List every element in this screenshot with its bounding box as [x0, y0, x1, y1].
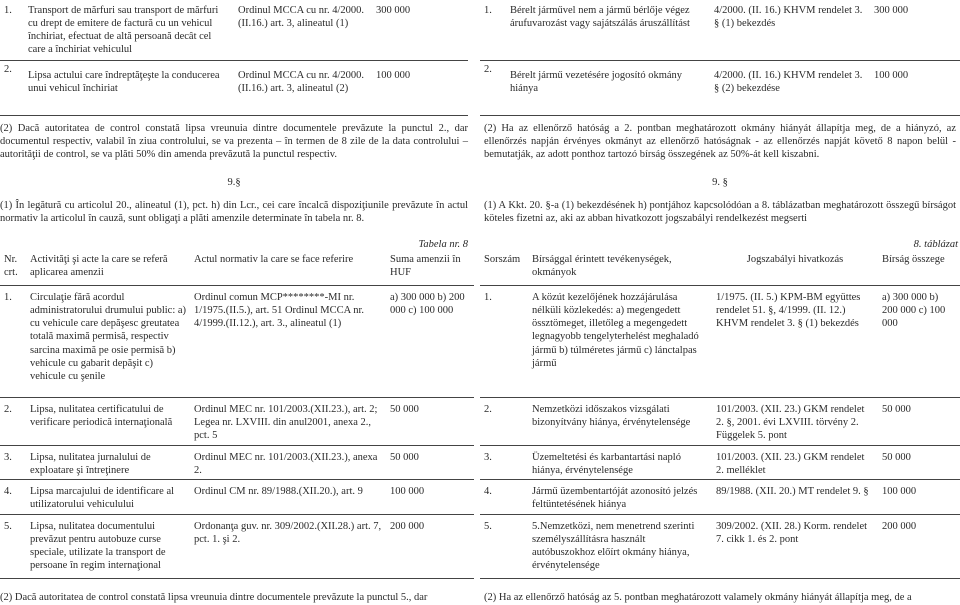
table-row: [0, 61, 468, 116]
activity-cell: Lipsa actului care îndreptăţeşte la conducerea unui vehicul închiriat: [24, 61, 234, 116]
row-number: 1.: [0, 286, 26, 398]
law-cell: Ordonanţa guv. nr. 309/2002.(XII.28.) art. 7, pct. 1. şi 2.: [190, 514, 386, 578]
activity-cell: Üzemeltetési és karbantartási napló hiánya, érvénytelensége: [528, 446, 712, 480]
table-row: [480, 61, 960, 116]
left-main-table: [0, 251, 474, 579]
header-activity: Activităţi şi acte la care se referă aplicarea amenzii: [26, 251, 190, 286]
table-row: [0, 286, 474, 398]
amount-cell: a) 300 000 b) 200 000 c) 100 000: [878, 286, 960, 398]
amount-cell: 100 000: [878, 480, 960, 514]
law-cell: Ordinul MCCA cu nr. 4/2000. (II.16.) art. 3, alineatul (1): [234, 2, 372, 61]
law-cell: 89/1988. (XII. 20.) MT rendelet 9. §: [712, 480, 878, 514]
row-number: 1.: [0, 2, 24, 61]
law-cell: 101/2003. (XII. 23.) GKM rendelet 2. melléklet: [712, 446, 878, 480]
header-number: Sorszám: [480, 251, 528, 286]
table-row: [0, 446, 474, 480]
left-section-number: 9.§: [227, 177, 241, 188]
amount-cell: 300 000: [372, 2, 468, 61]
right-top-table: [480, 2, 960, 116]
row-number: 3.: [480, 446, 528, 480]
law-cell: Ordinul CM nr. 89/1988.(XII.20.), art. 9: [190, 480, 386, 514]
activity-cell: 5.Nemzetközi, nem menetrend szerinti személyszállításra használt autóbuszokhoz előírt okmány hiánya, érvénytelensége: [528, 514, 712, 578]
header-activity: Bírsággal érintett tevékenységek, okmányok: [528, 251, 712, 286]
table-row: [480, 480, 960, 514]
header-amount: Bírság összege: [878, 251, 960, 286]
table-row: [480, 446, 960, 480]
table-header-row: [0, 251, 474, 286]
left-footer-text: (2) Dacă autoritatea de control constată lipsa vreunuia dintre documentele prevăzute la punctul 5., dar: [0, 592, 428, 603]
row-number: 3.: [0, 446, 26, 480]
header-law: Actul normativ la care se face referire: [190, 251, 386, 286]
law-cell: Ordinul comun MCP********-MI nr. 1/1975.(II.5.), art. 51 Ordinul MCCA nr. 4/1999.(II.12.), art. 3., alineatul (1): [190, 286, 386, 398]
table-row: [0, 398, 474, 446]
table-row: [0, 480, 474, 514]
right-paragraph-1: (1) A Kkt. 20. §-a (1) bekezdésének h) pontjához kapcsolódóan a 8. táblázatban meghatározott összegű bírságot köteles fizetni az, aki az abban hivatkozott jogszabályi rendelkezést megserti: [484, 200, 956, 225]
amount-cell: 50 000: [878, 398, 960, 446]
activity-cell: Bérelt jármű vezetésére jogosító okmány hiánya: [506, 61, 710, 116]
right-main-table: [480, 251, 960, 579]
table-row: [480, 2, 960, 61]
activity-cell: Lipsa, nulitatea documentului prevăzut pentru autobuze curse speciale, utilizate la transport de persoane în regim internaţional: [26, 514, 190, 578]
left-table-label: Tabela nr. 8: [418, 239, 468, 250]
law-cell: Ordinul MEC nr. 101/2003.(XII.23.), art. 2; Legea nr. LXVIII. din anul2001, anexa 2., pct. 5: [190, 398, 386, 446]
amount-cell: 50 000: [386, 446, 474, 480]
row-number: 2.: [0, 61, 24, 116]
header-law: Jogszabályi hivatkozás: [712, 251, 878, 286]
row-number: 2.: [480, 398, 528, 446]
row-number: 5.: [0, 514, 26, 578]
table-row: [0, 2, 468, 61]
header-amount: Suma amenzii în HUF: [386, 251, 474, 286]
row-number: 1.: [480, 2, 506, 61]
activity-cell: Lipsa, nulitatea jurnalului de exploatare şi întreţinere: [26, 446, 190, 480]
activity-cell: Nemzetközi időszakos vizsgálati bizonyítvány hiánya, érvénytelensége: [528, 398, 712, 446]
activity-cell: Lipsa, nulitatea certificatului de verificare periodică internaţională: [26, 398, 190, 446]
row-number: 2.: [0, 398, 26, 446]
amount-cell: a) 300 000 b) 200 000 c) 100 000: [386, 286, 474, 398]
activity-cell: A közút kezelőjének hozzájárulása nélküli közlekedés: a) megengedett össztömeget, illetőleg a megengedett legnagyobb tengelyterhelést meghaladó jármű b) túlméretes jármű c) lánctalpas jármű: [528, 286, 712, 398]
amount-cell: 200 000: [386, 514, 474, 578]
table-row: [480, 398, 960, 446]
amount-cell: 300 000: [870, 2, 960, 61]
law-cell: 309/2002. (XII. 28.) Korm. rendelet 7. cikk 1. és 2. pont: [712, 514, 878, 578]
left-paragraph-1: (1) În legătură cu articolul 20., alineatul (1), pct. h) din Lcr., cei care încalcă dispoziţiunile prevăzute în actul normativ la articolul în cauză, sunt obligaţi a plăti amenzile determinate în tabela nr. 8.: [0, 200, 468, 225]
right-section-number: 9. §: [712, 177, 728, 188]
left-paragraph-2: (2) Dacă autoritatea de control constată lipsa vreunuia dintre documentele prevăzute la punctul 2., dar documentul respectiv, valabil în ziua controlului, se va prezenta – în termen de 8 zile de la data controlului – autorităţii de control, se va plăti 50% din amenda prevăzută la punctul respectiv.: [0, 123, 468, 161]
table-row: [480, 286, 960, 398]
activity-cell: Transport de mărfuri sau transport de mărfuri cu drept de emitere de factură cu un vehicul închiriat, efectuat de altă persoană decât cel care a închiriat vehiculul: [24, 2, 234, 61]
law-cell: 101/2003. (XII. 23.) GKM rendelet 2. §, 2001. évi LXVIII. törvény 2. Függelek 5. pont: [712, 398, 878, 446]
row-number: 5.: [480, 514, 528, 578]
right-footer-text: (2) Ha az ellenőrző hatóság az 5. pontban meghatározott valamely okmány hiányát állapítja meg, de a: [484, 592, 912, 603]
amount-cell: 50 000: [878, 446, 960, 480]
amount-cell: 200 000: [878, 514, 960, 578]
row-number: 2.: [480, 61, 506, 116]
amount-cell: 50 000: [386, 398, 474, 446]
right-table-label: 8. táblázat: [913, 239, 958, 250]
amount-cell: 100 000: [870, 61, 960, 116]
row-number: 4.: [480, 480, 528, 514]
law-cell: Ordinul MEC nr. 101/2003.(XII.23.), anexa 2.: [190, 446, 386, 480]
amount-cell: 100 000: [372, 61, 468, 116]
activity-cell: Bérelt járművel nem a jármű bérlője végez árufuvarozást vagy sajátszálás áruszállítást: [506, 2, 710, 61]
law-cell: 4/2000. (II. 16.) KHVM rendelet 3. § (2) bekezdése: [710, 61, 870, 116]
law-cell: 1/1975. (II. 5.) KPM-BM együttes rendelet 51. §, 4/1999. (II. 12.) KHVM rendelet 3. § (1) bekezdés: [712, 286, 878, 398]
table-row: [480, 514, 960, 578]
table-header-row: [480, 251, 960, 286]
law-cell: 4/2000. (II. 16.) KHVM rendelet 3. § (1) bekezdés: [710, 2, 870, 61]
activity-cell: Lipsa marcajului de identificare al utilizatorului vehiculului: [26, 480, 190, 514]
table-row: [0, 514, 474, 578]
law-cell: Ordinul MCCA cu nr. 4/2000. (II.16.) art. 3, alineatul (2): [234, 61, 372, 116]
row-number: 4.: [0, 480, 26, 514]
amount-cell: 100 000: [386, 480, 474, 514]
activity-cell: Jármű üzembentartóját azonosító jelzés feltüntetésének hiánya: [528, 480, 712, 514]
activity-cell: Circulaţie fără acordul administratorului drumului public: a) cu vehicule care depăşesc greutatea totală maximă permisă, respectiv sarcina maximă pe osie permisă b) vehicule cu gabarit depăşit c) vehicule cu şenile: [26, 286, 190, 398]
header-number: Nr. crt.: [0, 251, 26, 286]
row-number: 1.: [480, 286, 528, 398]
right-paragraph-2: (2) Ha az ellenőrző hatóság a 2. pontban meghatározott okmány hiányát állapítja meg, de a hiányzó, az ellenőrzés napján érvényes okmányt az ellenőrző hatóságnak - az ellenőrzés napját követő 8 napon belül - bemutatják, az adott ponthoz tartozó bírság összegének az 50%-át kell kiszabni.: [484, 123, 956, 161]
left-top-table: [0, 2, 468, 116]
